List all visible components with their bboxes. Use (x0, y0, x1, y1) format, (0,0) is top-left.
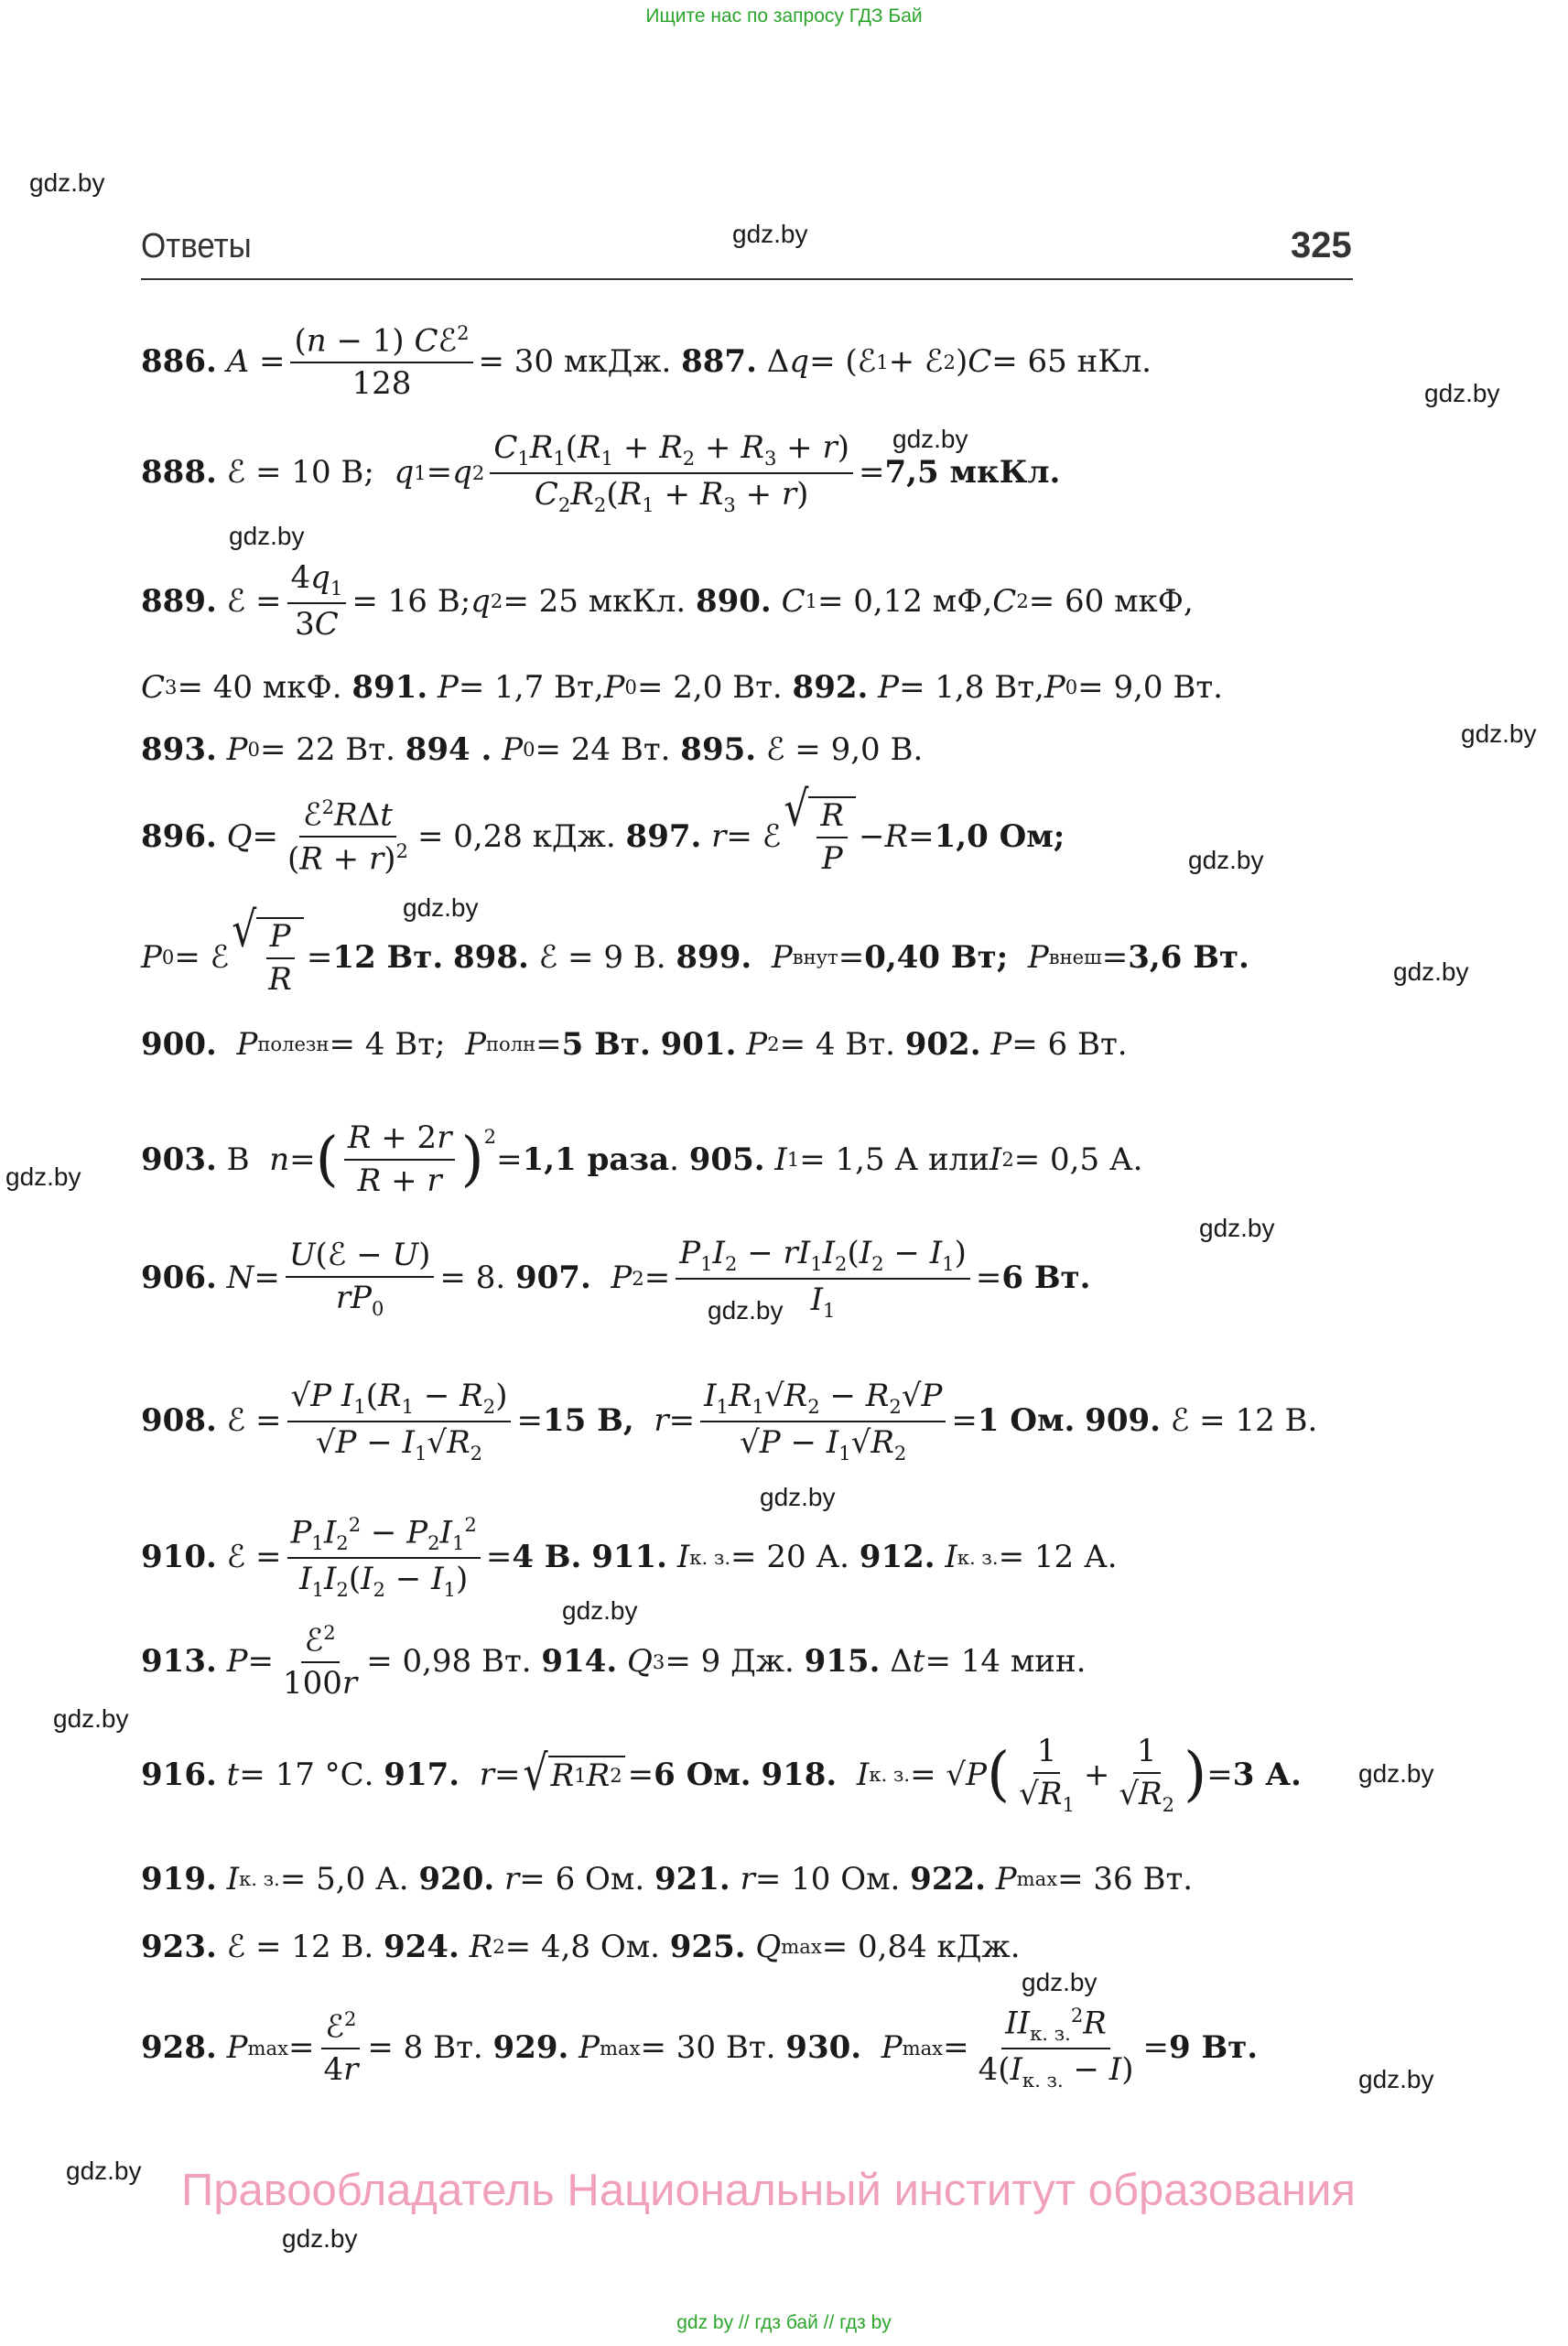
answer-line: P 0 = ℰ √ $\frac{P}{R}$ = 12 Вт. 898. ℰ = 9 В. 899. P внут = 0,40 Вт; P внеш = 3,6 Вт. (141, 902, 1249, 999)
header-rule (141, 278, 1353, 280)
answer-line: 919. I к. з. = 5,0 А. 920. r = 6 Ом. 921. r = 10 Ом. 922. P max = 36 Вт. (141, 1861, 1194, 1897)
watermark: gdz.by (403, 893, 479, 922)
watermark: gdz.by (1199, 1214, 1275, 1242)
answer-line: 913. P = $\frac{ℰ^2}{100r}$ = 0,98 Вт. 914. Q 3 = 9 Дж. 915. Δ t = 14 мин. (141, 1621, 1087, 1703)
answer-line: 908. ℰ = $\frac{√P I_1(R_1 - R_2)}{√P - I_1√R_2}$ = 15 В, r = $\frac{I_1R_1√R_2 - R_2√P}{√P - I_1√R_2}$ = 1 Ом. 909. ℰ = 12 В. (141, 1378, 1318, 1465)
watermark: gdz.by (892, 425, 968, 453)
watermark: gdz.by (282, 2224, 358, 2253)
watermark: gdz.by (732, 220, 808, 248)
answer-line: 916. t = 17 °С. 917. r = √ R 1 R 2 = 6 Ом. 918. I к. з. = √ P ( $\frac{1}{√R_1}$ + $\frac{1}{√R_2}$ ) = 3 А. (141, 1733, 1302, 1816)
watermark: gdz.by (562, 1596, 638, 1625)
footer-links[interactable]: gdz by // гдз бай // гдз by (676, 2312, 892, 2333)
answer-line: 888. ℰ = 10 В; q 1 = q 2 $\frac{C_1R_1(R_1 + R_2 + R_3 + r)}{C_2R_2(R_1 + R_3 + r)}$ = 7,5 мкКл. (141, 429, 1061, 516)
watermark: gdz.by (229, 522, 305, 550)
watermark: gdz.by (1022, 1968, 1098, 1996)
page-number: 325 (1291, 225, 1352, 265)
watermark: gdz.by (66, 2157, 142, 2185)
watermark: gdz.by (1358, 1759, 1434, 1788)
watermark: gdz.by (29, 168, 105, 197)
watermark: gdz.by (5, 1162, 81, 1191)
answer-line: 923. ℰ = 12 В. 924. R 2 = 4,8 Ом. 925. Q max = 0,84 кДж. (141, 1929, 1021, 1965)
answer-line: 900. P полезн = 4 Вт; P полн = 5 Вт. 901. P 2 = 4 Вт. 902. P = 6 Вт. (141, 1026, 1128, 1063)
answer-line: 928. P max = $\frac{ℰ^2}{4r}$ = 8 Вт. 929. P max = 30 Вт. 930. P max = $\frac{II_{к. з.}^2R}{4(I_{к. з.} - I)}$ = 9 Вт. (141, 2004, 1259, 2092)
copyright-notice: Правообладатель Национальный институт образования (181, 2166, 1356, 2215)
watermark: gdz.by (1461, 719, 1537, 748)
watermark: gdz.by (1424, 379, 1500, 407)
answer-line: C 3 = 40 мкФ. 891. P = 1,7 Вт, P 0 = 2,0 Вт. 892. P = 1,8 Вт, P 0 = 9,0 Вт. (141, 669, 1223, 706)
watermark: gdz.by (1393, 957, 1469, 986)
section-title: Ответы (141, 227, 252, 265)
answer-line: 910. ℰ = $\frac{P_1I_2^2 - P_2I_1^2}{I_1I_2(I_2 - I_1)}$ = 4 В. 911. I к. з. = 20 А. 912. I к. з. = 12 А. (141, 1513, 1118, 1602)
top-search-note: Ищите нас по запросу ГДЗ Бай (645, 5, 923, 27)
watermark: gdz.by (708, 1296, 784, 1324)
answer-line: 906. N = $\frac{\text{U(ℰ − U)}}{rP_0}$ = 8. 907. P 2 = $\frac{P_1I_2 - rI_1I_2(I_2 - I_1)}{I_1}$ = 6 Вт. (141, 1235, 1091, 1322)
watermark: gdz.by (1188, 846, 1264, 874)
watermark: gdz.by (1358, 2065, 1434, 2093)
answer-line: 886. A = $\frac{(n - 1) Cℰ^2}{128}$ = 30 мкДж. 887. Δ q = (ℰ 1 + ℰ 2 ) C = 65 нКл. (141, 321, 1152, 403)
answer-line: 903. В n = ( $\frac{R + 2r}{R + r}$ ) $^2$ = 1,1 раза . 905. I 1 = 1,5 А или I 2 = 0,5 А. (141, 1119, 1143, 1200)
answer-line: 893. P 0 = 22 Вт. 894 . P 0 = 24 Вт. 895. ℰ = 9,0 В. (141, 731, 924, 768)
answer-line: 896. Q = $\frac{ℰ^2R\Delta t}{(R + r)^2}$ = 0,28 кДж. 897. r = ℰ √ $\frac{R}{P}$ − R = 1,0 Ом; (141, 782, 1065, 878)
answer-line: 889. ℰ = $\frac{4q_1}{3C}$ = 16 В; q 2 = 25 мкКл. 890. C 1 = 0,12 мФ, C 2 = 60 мкФ, (141, 559, 1194, 643)
watermark: gdz.by (760, 1483, 836, 1511)
watermark: gdz.by (53, 1704, 129, 1733)
